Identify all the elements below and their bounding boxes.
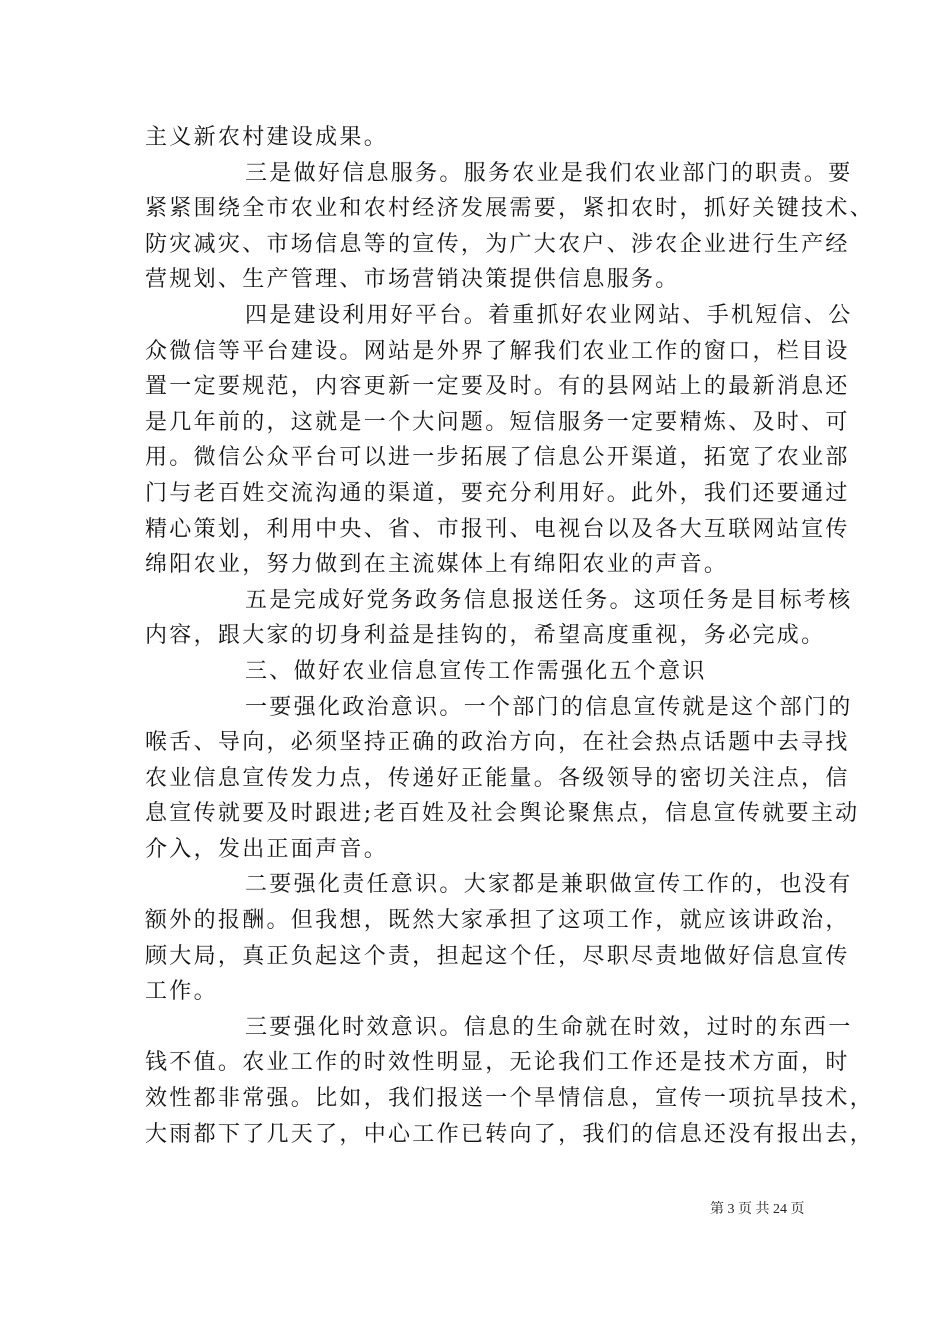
section-heading: 三、做好农业信息宣传工作需强化五个意识	[245, 658, 707, 684]
paragraph-line: 一要强化政治意识。一个部门的信息宣传就是这个部门的	[245, 694, 853, 720]
text-line: 紧紧围绕全市农业和农村经济发展需要，紧扣农时，抓好关键技术、	[145, 196, 875, 222]
text-line: 精心策划，利用中央、省、市报刊、电视台以及各大互联网站宣传	[145, 516, 850, 542]
text-line: 额外的报酬。但我想，既然大家承担了这项工作，就应该讲政治，	[145, 908, 850, 934]
text-line: 大雨都下了几天了，中心工作已转向了，我们的信息还没有报出去，	[145, 1121, 875, 1147]
text-line: 农业信息宣传发力点，传递好正能量。各级领导的密切关注点，信	[145, 765, 850, 791]
paragraph-line: 三是做好信息服务。服务农业是我们农业部门的职责。要	[245, 160, 853, 186]
page-number-footer: 第 3 页 共 24 页	[710, 1202, 805, 1217]
text-line: 用。微信公众平台可以进一步拓展了信息公开渠道，拓宽了农业部	[145, 445, 850, 471]
text-line: 效性都非常强。比如，我们报送一个旱情信息，宣传一项抗旱技术，	[145, 1086, 875, 1112]
text-line: 防灾减灾、市场信息等的宣传，为广大农户、涉农企业进行生产经	[145, 231, 850, 257]
paragraph-line: 二要强化责任意识。大家都是兼职做宣传工作的，也没有	[245, 872, 853, 898]
text-line: 喉舌、导向，必须坚持正确的政治方向，在社会热点话题中去寻找	[145, 730, 850, 756]
text-line: 置一定要规范，内容更新一定要及时。有的县网站上的最新消息还	[145, 374, 850, 400]
paragraph-line: 四是建设利用好平台。着重抓好农业网站、手机短信、公	[245, 302, 853, 328]
text-line: 主义新农村建设成果。	[145, 125, 389, 150]
text-line: 众微信等平台建设。网站是外界了解我们农业工作的窗口，栏目设	[145, 338, 850, 364]
text-line: 介入，发出正面声音。	[145, 836, 389, 862]
text-line: 内容，跟大家的切身利益是挂钩的，希望高度重视，务必完成。	[145, 623, 826, 649]
text-line: 息宣传就要及时跟进;老百姓及社会舆论聚焦点，信息宣传就要主动	[145, 801, 860, 827]
paragraph-line: 三要强化时效意识。信息的生命就在时效，过时的东西一	[245, 1014, 853, 1040]
text-line: 绵阳农业，努力做到在主流媒体上有绵阳农业的声音。	[145, 552, 729, 578]
text-line: 钱不值。农业工作的时效性明显，无论我们工作还是技术方面，时	[145, 1050, 850, 1076]
text-line: 是几年前的，这就是一个大问题。短信服务一定要精炼、及时、可	[145, 409, 850, 435]
document-body	[145, 120, 875, 1152]
paragraph-line: 五是完成好党务政务信息报送任务。这项任务是目标考核	[245, 587, 853, 613]
text-line: 营规划、生产管理、市场营销决策提供信息服务。	[145, 267, 680, 293]
text-line: 顾大局，真正负起这个责，担起这个任，尽职尽责地做好信息宣传	[145, 943, 850, 969]
text-line: 工作。	[145, 979, 218, 1005]
text-line: 门与老百姓交流沟通的渠道，要充分利用好。此外，我们还要通过	[145, 480, 850, 506]
